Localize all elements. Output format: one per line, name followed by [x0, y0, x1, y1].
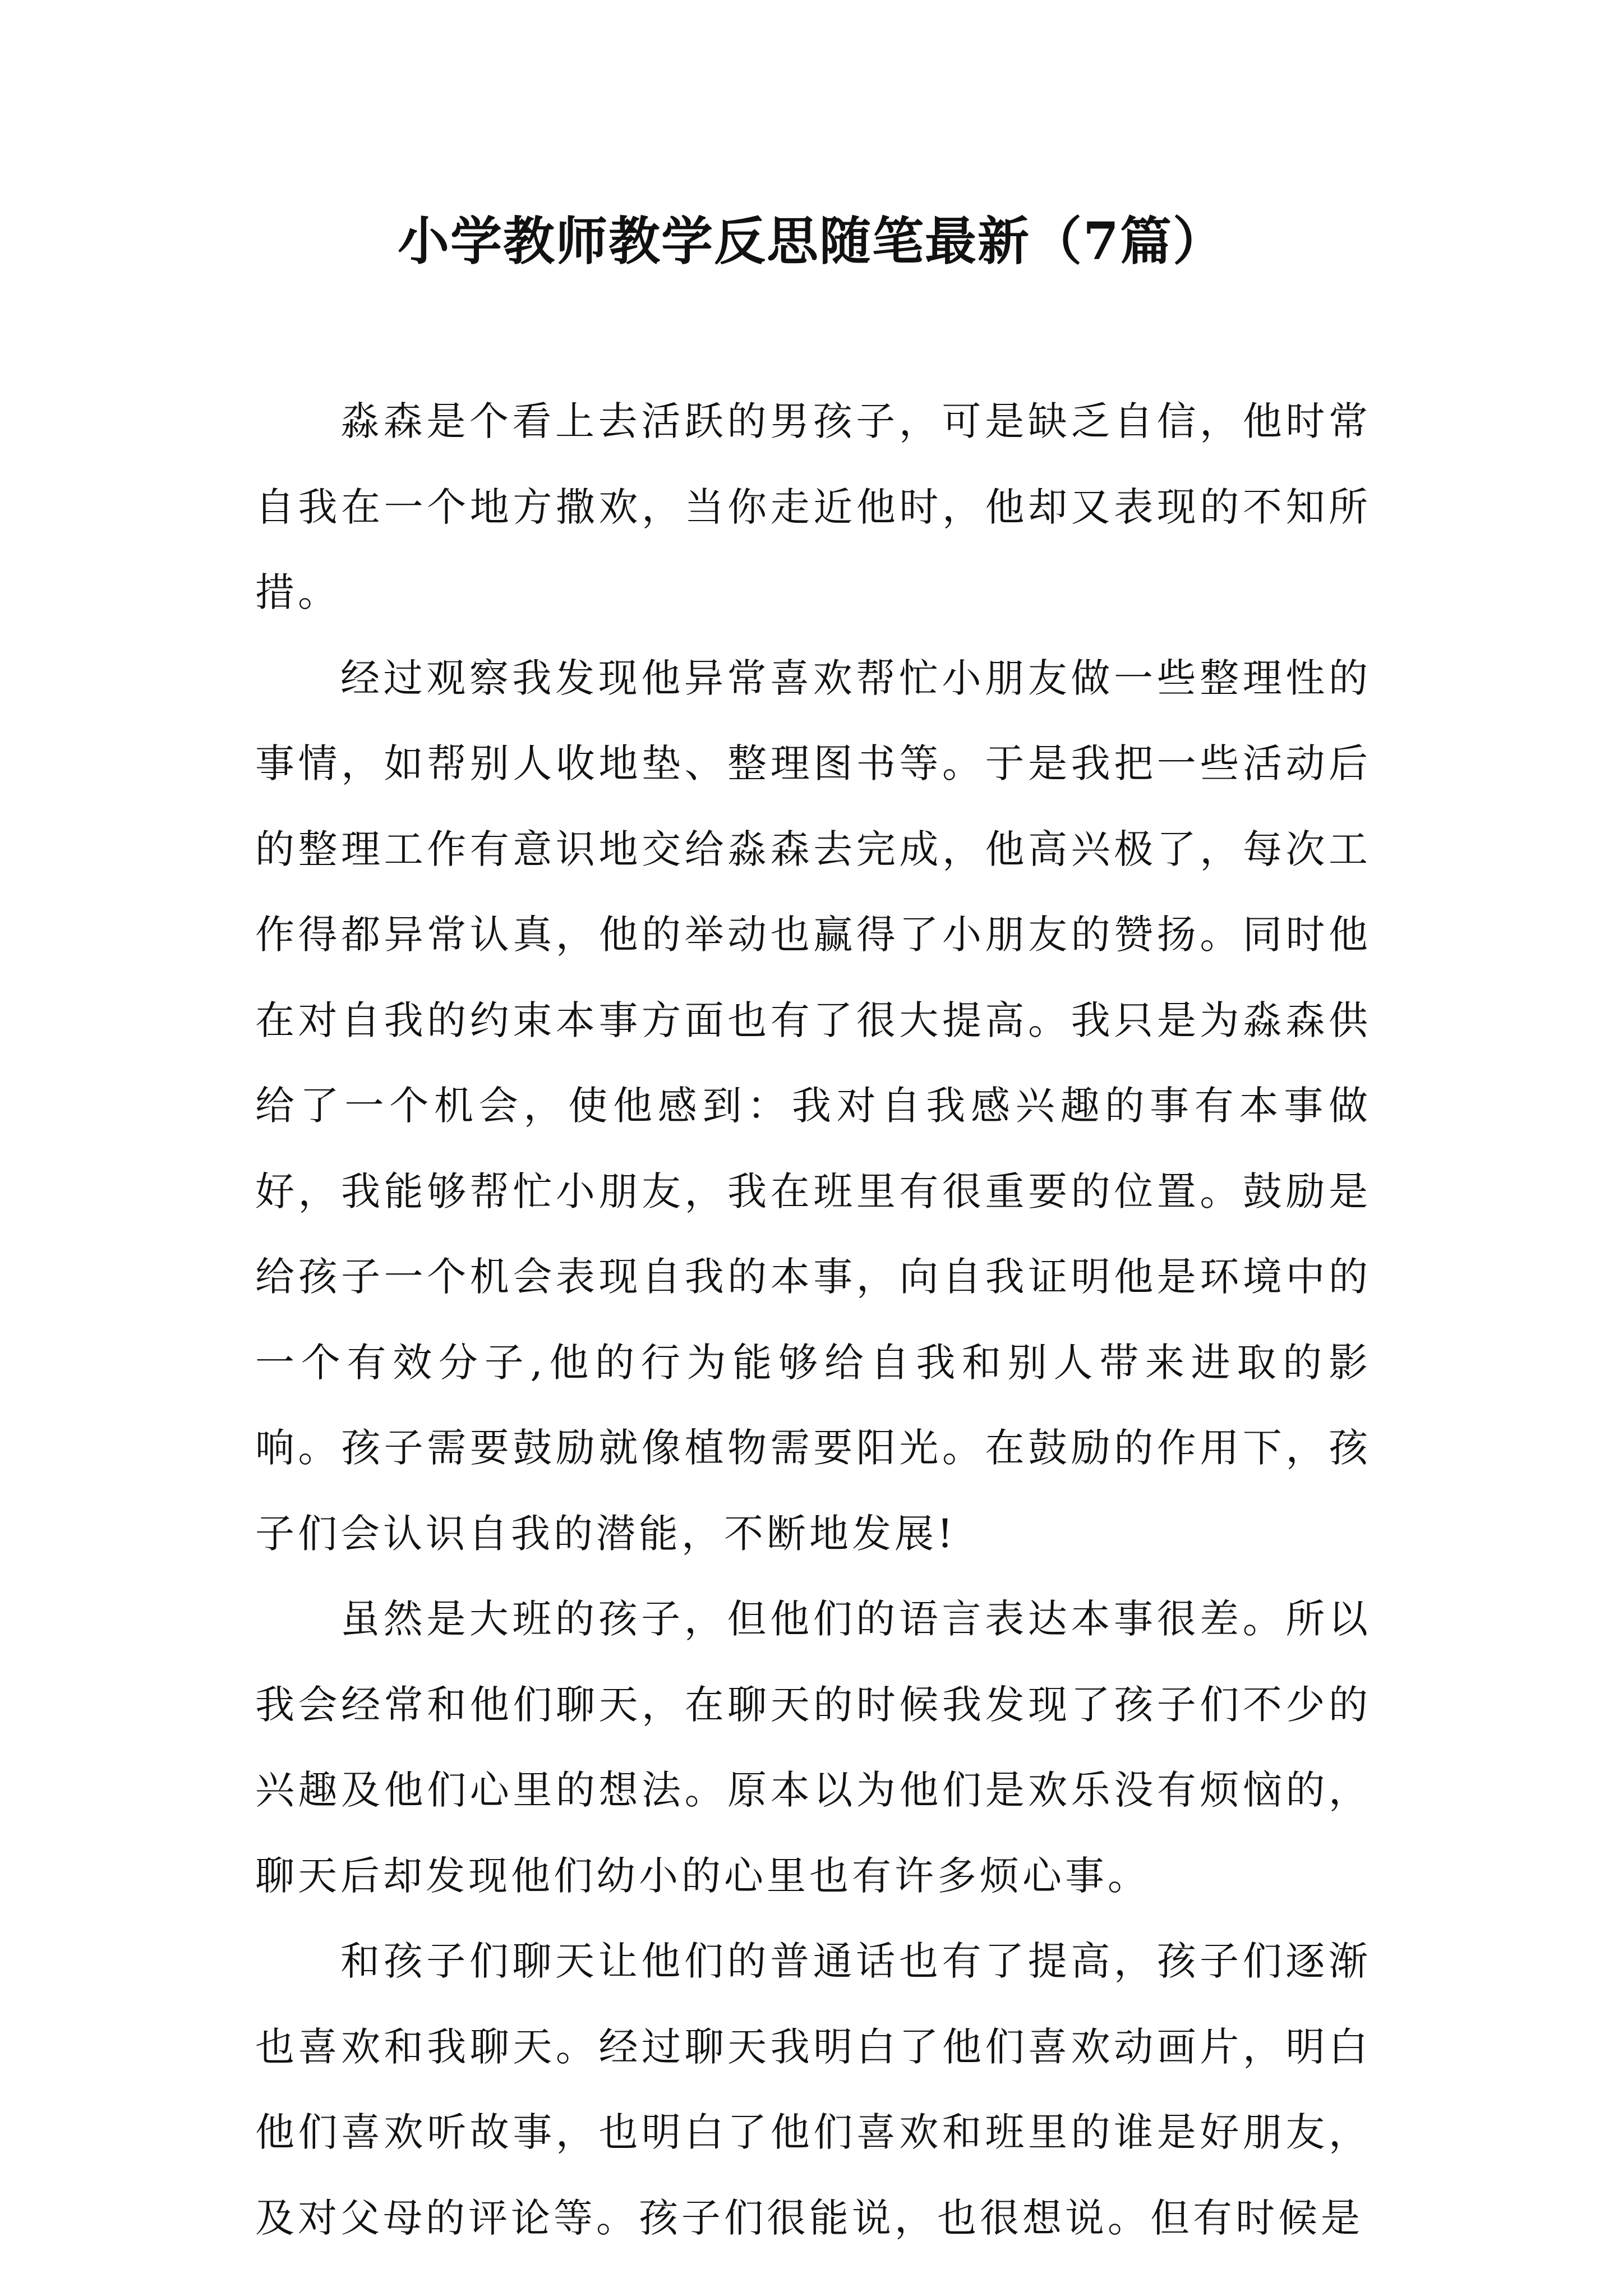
- paragraph: 虽然是大班的孩子，但他们的语言表达本事很差。所以我会经常和他们聊天，在聊天的时候我发现了孩子们不少的兴趣及他们心里的想法。原本以为他们是欢乐没有烦恼的，聊天后却发现他们幼小的心里也有许多烦心事。: [255, 1596, 1371, 1899]
- paragraph: 经过观察我发现他异常喜欢帮忙小朋友做一些整理性的事情，如帮别人收地垫、整理图书等。于是我把一些活动后的整理工作有意识地交给淼森去完成，他高兴极了，每次工作得都异常认真，他的举动也赢得了小朋友的赞扬。同时他在对自我的约束本事方面也有了很大提高。我只是为淼森供给了一个机会，使他感到：我对自我感兴趣的事有本事做好，我能够帮忙小朋友，我在班里有很重要的位置。鼓励是给孩子一个机会表现自我的本事，向自我证明他是环境中的一个有效分子,他的行为能够给自我和别人带来进取的影响。孩子需要鼓励就像植物需要阳光。在鼓励的作用下，孩子们会认识自我的潜能，不断地发展!: [255, 655, 1371, 1557]
- paragraph: 和孩子们聊天让他们的普通话也有了提高，孩子们逐渐也喜欢和我聊天。经过聊天我明白了他们喜欢动画片，明白他们喜欢听故事，也明白了他们喜欢和班里的谁是好朋友，及对父母的评论等。孩子们很能说，也很想说。但有时候是: [255, 1938, 1371, 2241]
- document-body: [255, 379, 1371, 2261]
- paragraph: 淼森是个看上去活跃的男孩子，可是缺乏自信，他时常自我在一个地方撒欢，当你走近他时，他却又表现的不知所措。: [255, 398, 1371, 615]
- document-title: 小学教师教学反思随笔最新（7篇）: [397, 211, 1225, 272]
